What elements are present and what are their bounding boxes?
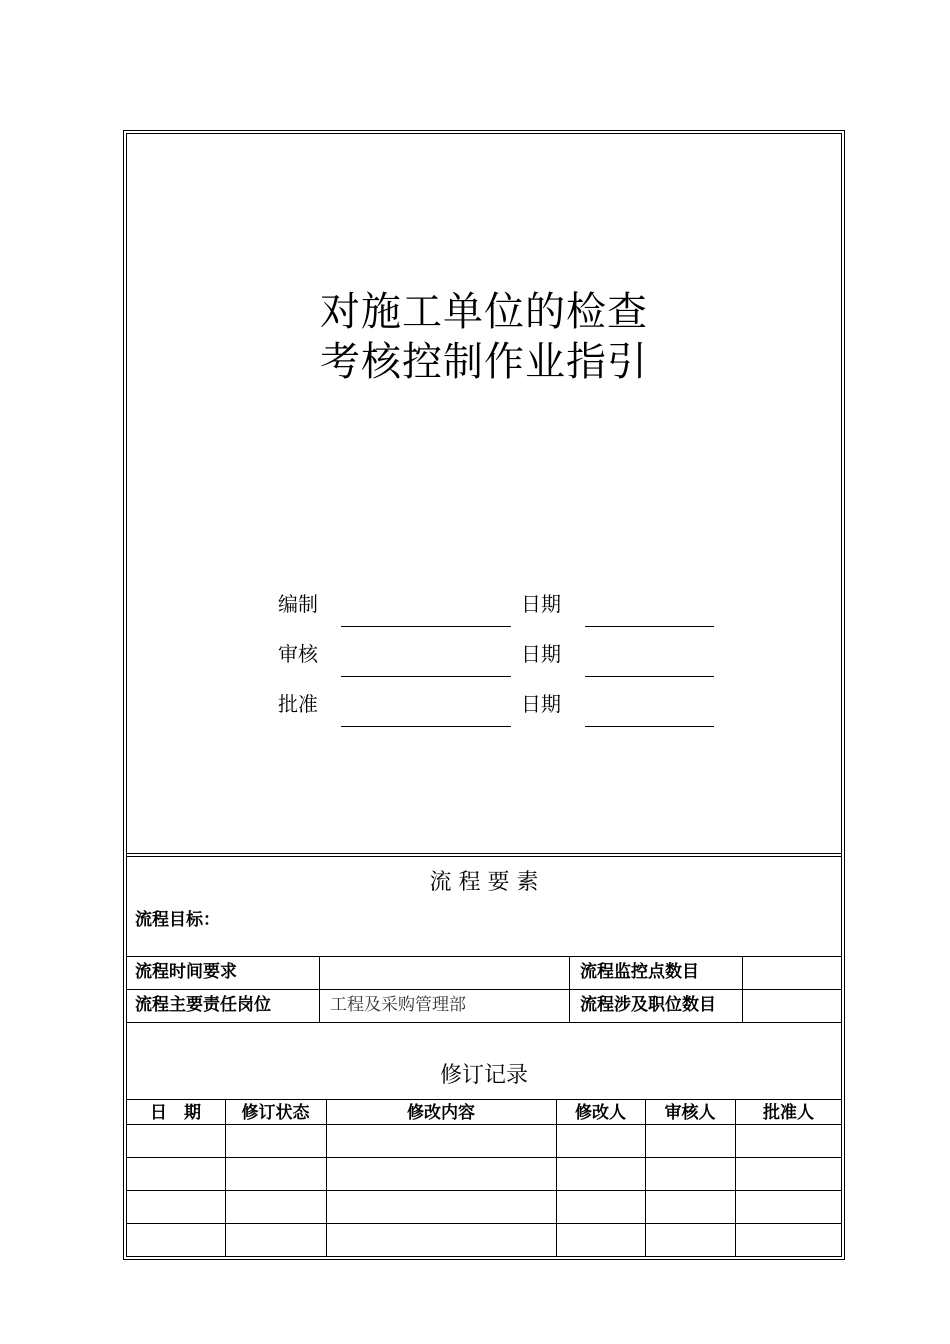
process-table-line [319,956,320,1022]
signoff-review-field[interactable] [341,676,511,677]
signoff-compile-date-label: 日期 [521,592,561,616]
document-title-line-2: 考核控制作业指引 [320,339,648,385]
section-divider-bottom [126,856,842,857]
table-row[interactable] [126,1223,842,1257]
process-elements-heading: 流 程 要 素 [429,870,539,895]
process-table-line [569,956,570,1022]
process-table-line [126,1022,842,1023]
signoff-compile-date-field[interactable] [585,626,714,627]
signoff-approve-date-field[interactable] [585,726,714,727]
process-positions-label: 流程涉及职位数目 [580,995,716,1015]
process-table-line [126,989,842,990]
signoff-approve-label: 批准 [278,692,318,716]
signoff-review-date-label: 日期 [521,642,561,666]
process-goal-label: 流程目标： [135,910,220,930]
revision-col-date: 日 期 [150,1103,201,1123]
signoff-approve-date-label: 日期 [521,692,561,716]
section-divider-top [126,853,842,854]
revision-col-content: 修改内容 [407,1103,475,1123]
signoff-compile-label: 编制 [278,592,318,616]
revision-col-reviewer: 审核人 [664,1103,716,1123]
process-monitor-points-label: 流程监控点数目 [580,962,699,982]
table-row[interactable] [126,1157,842,1190]
signoff-approve-field[interactable] [341,726,511,727]
process-responsible-value[interactable]: 工程及采购管理部 [330,995,466,1015]
revision-col-approver: 批准人 [763,1103,814,1123]
table-row[interactable] [126,1124,842,1157]
process-responsible-label: 流程主要责任岗位 [135,995,271,1015]
revision-col-modifier: 修改人 [575,1103,626,1123]
revision-record-heading: 修订记录 [439,1063,528,1088]
signoff-review-label: 审核 [278,642,318,666]
process-time-requirement-label: 流程时间要求 [135,962,237,982]
revision-col-status: 修订状态 [241,1103,310,1123]
signoff-review-date-field[interactable] [585,676,714,677]
table-row[interactable] [126,1190,842,1223]
signoff-compile-field[interactable] [341,626,511,627]
process-table-line [126,956,842,957]
process-table-line [742,956,743,1022]
document-title-line-1: 对施工单位的检查 [320,289,648,335]
